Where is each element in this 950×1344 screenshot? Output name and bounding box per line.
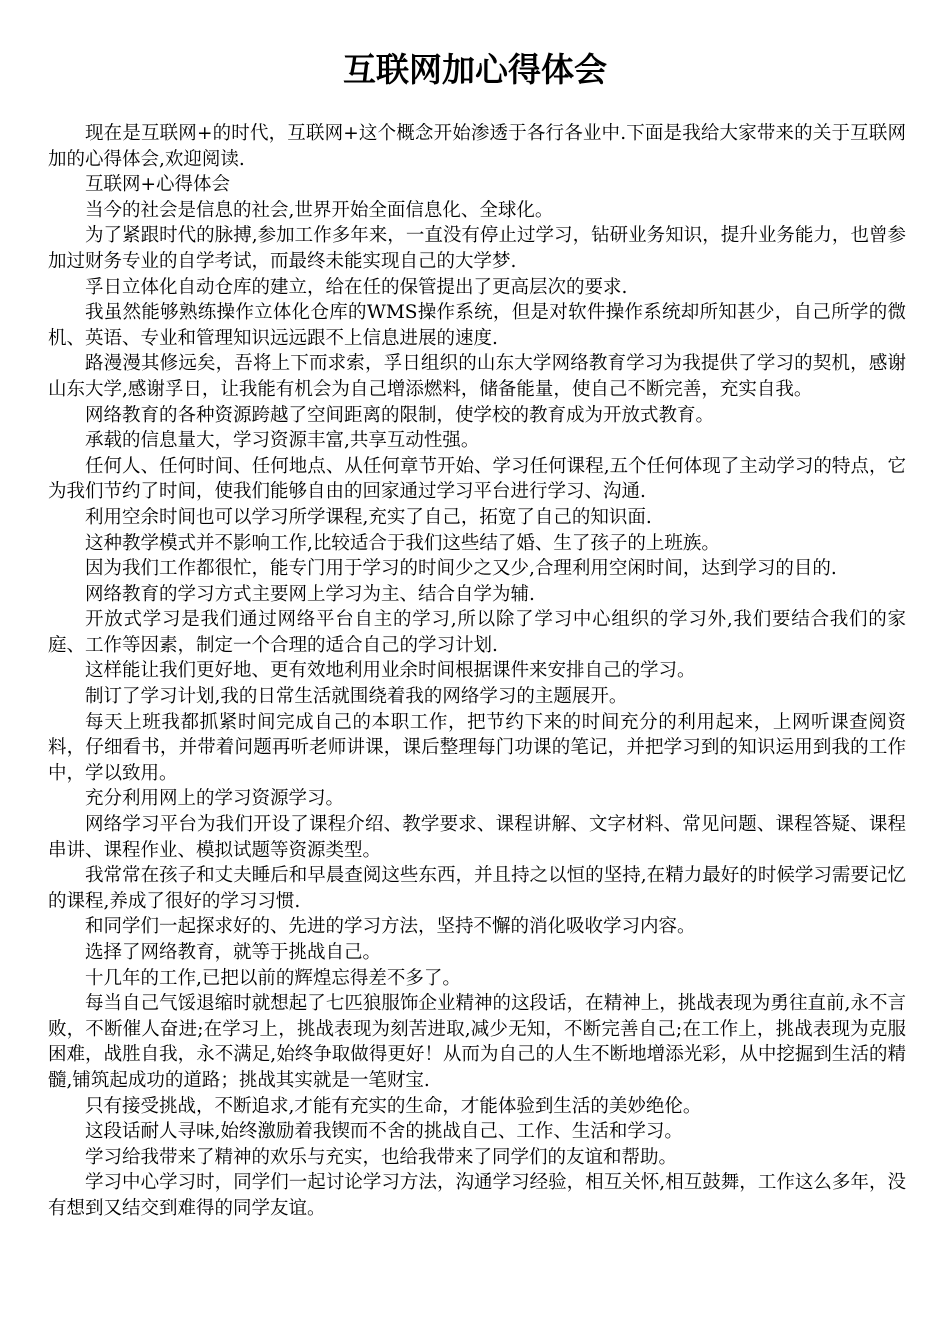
paragraph: 和同学们一起探求好的、先进的学习方法，坚持不懈的消化吸收学习内容。: [85, 916, 696, 938]
paragraph: 充分利用网上的学习资源学习。: [85, 788, 345, 810]
paragraph: 路漫漫其修远矣，吾将上下而求索，孚日组织的山东大学网络教育学习为我提供了学习的契机，感谢山东大学,感谢孚日，让我能有机会为自己增添燃料，储备能量，使自己不断完善，充实自我。: [48, 353, 906, 400]
paragraph: 只有接受挑战，不断追求,才能有充实的生命，才能体验到生活的美妙绝伦。: [85, 1095, 702, 1117]
document-body: [48, 121, 906, 1222]
paragraph: 网络教育的学习方式主要网上学习为主、结合自学为辅.: [85, 583, 535, 605]
paragraph: 利用空余时间也可以学习所学课程,充实了自己，拓宽了自己的知识面.: [85, 506, 652, 528]
paragraph: 每当自己气馁退缩时就想起了七匹狼服饰企业精神的这段话，在精神上，挑战表现为勇往直前,永不言败，不断催人奋进;在学习上，挑战表现为刻苦进取,减少无知，不断完善自己;在工作上，挑战表现为克服困难，战胜自我，永不满足,始终争取做得更好！从而为自己的人生不断地增添光彩，从中挖掘到生活的精髓,铺筑起成功的道路；挑战其实就是一笔财宝.: [48, 993, 906, 1091]
paragraph: 互联网+心得体会: [85, 174, 231, 196]
paragraph: 当今的社会是信息的社会,世界开始全面信息化、全球化。: [85, 199, 554, 221]
paragraph: 每天上班我都抓紧时间完成自己的本职工作，把节约下来的时间充分的利用起来，上网听课查阅资料，仔细看书，并带着问题再听老师讲课，课后整理每门功课的笔记，并把学习到的知识运用到我的工作中，学以致用。: [48, 711, 906, 784]
document-title: 互联网加心得体会: [343, 50, 607, 89]
paragraph: 选择了网络教育，就等于挑战自己。: [85, 942, 382, 963]
paragraph: 网络学习平台为我们开设了课程介绍、教学要求、课程讲解、文字材料、常见问题、课程答疑、课程串讲、课程作业、模拟试题等资源类型。: [48, 814, 906, 861]
paragraph: 开放式学习是我们通过网络平台自主的学习,所以除了学习中心组织的学习外,我们要结合我们的家庭、工作等因素，制定一个合理的适合自己的学习计划.: [48, 609, 906, 656]
paragraph: 制订了学习计划,我的日常生活就围绕着我的网络学习的主题展开。: [85, 686, 628, 708]
paragraph: 孚日立体化自动仓库的建立，给在任的保管提出了更高层次的要求.: [85, 276, 628, 298]
paragraph: 学习中心学习时，同学们一起讨论学习方法，沟通学习经验，相互关怀,相互鼓舞，工作这么多年，没有想到又结交到难得的同学友谊。: [48, 1172, 906, 1219]
paragraph: 现在是互联网+的时代，互联网+这个概念开始渗透于各行各业中.下面是我给大家带来的关于互联网加的心得体会,欢迎阅读.: [48, 123, 906, 170]
paragraph: 这段话耐人寻味,始终激励着我锲而不舍的挑战自己、工作、生活和学习。: [85, 1121, 683, 1143]
paragraph: 这种教学模式并不影响工作,比较适合于我们这些结了婚、生了孩子的上班族。: [85, 532, 720, 554]
paragraph: 十几年的工作,已把以前的辉煌忘得差不多了。: [85, 967, 461, 989]
paragraph: 这样能让我们更好地、更有效地利用业余时间根据课件来安排自己的学习。: [85, 660, 696, 682]
paragraph: 为了紧跟时代的脉搏,参加工作多年来，一直没有停止过学习，钻研业务知识，提升业务能力，也曾参加过财务专业的自学考试，而最终未能实现自己的大学梦.: [48, 225, 906, 272]
paragraph: 承载的信息量大，学习资源丰富,共享互动性强。: [85, 430, 480, 452]
paragraph: 网络教育的各种资源跨越了空间距离的限制，使学校的教育成为开放式教育。: [85, 404, 715, 426]
paragraph: 任何人、任何时间、任何地点、从任何章节开始、学习任何课程,五个任何体现了主动学习的特点，它为我们节约了时间，使我们能够自由的回家通过学习平台进行学习、沟通.: [48, 455, 906, 503]
paragraph: 我常常在孩子和丈夫睡后和早晨查阅这些东西，并且持之以恒的坚持,在精力最好的时候学习需要记忆的课程,养成了很好的学习习惯.: [48, 865, 906, 912]
paragraph: 我虽然能够熟练操作立体化仓库的WMS操作系统，但是对软件操作系统却所知甚少，自己所学的微机、英语、专业和管理知识远远跟不上信息进展的速度.: [48, 302, 906, 349]
paragraph: 因为我们工作都很忙，能专门用于学习的时间少之又少,合理利用空闲时间，达到学习的目的.: [85, 558, 837, 580]
paragraph: 学习给我带来了精神的欢乐与充实，也给我带来了同学们的友谊和帮助。: [85, 1146, 678, 1168]
